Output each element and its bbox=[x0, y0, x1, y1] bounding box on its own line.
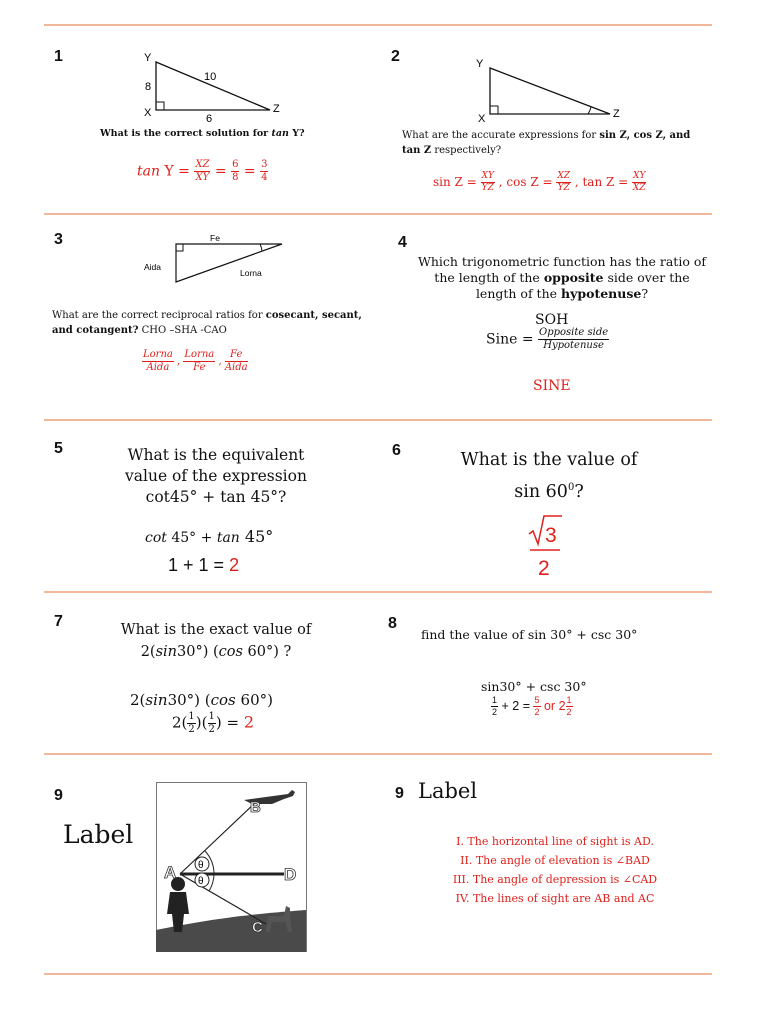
triangle-diagram bbox=[138, 50, 288, 124]
answer: 1 + 1 = 2 bbox=[168, 555, 240, 575]
vertex-label: Z bbox=[613, 108, 620, 120]
vertex-label: Y bbox=[476, 58, 484, 70]
question-text: What are the correct reciprocal ratios for cosecant, secant, and cotangent? CHO –SHA -CAO bbox=[52, 310, 362, 336]
formula: Sine = $\frac{\text{Opposite side}}{\text{Hypotenuse}}$ bbox=[486, 327, 609, 351]
triangle-diagram bbox=[470, 56, 630, 126]
vertex-label: Z bbox=[273, 103, 280, 115]
point-label: A bbox=[164, 863, 177, 882]
divider bbox=[44, 419, 712, 421]
question-text: What are the accurate expressions for sin Z, cos Z, and tan Z respectively? bbox=[402, 130, 691, 156]
triangle-diagram bbox=[142, 232, 292, 292]
side-label: 8 bbox=[145, 81, 152, 93]
question-number: 4 bbox=[398, 234, 407, 251]
angle-label: θ bbox=[198, 860, 204, 871]
question-number: 5 bbox=[54, 440, 63, 457]
divider bbox=[44, 24, 712, 26]
side-label: 10 bbox=[204, 71, 217, 83]
answer: $\frac{\text{Lorna}}{\text{Aida}}$ , $\frac{\text{Lorna}}{Fe}$ , $\frac{Fe}{\text{Aida}}$ bbox=[143, 349, 248, 373]
question-text: find the value of sin 30° + csc 30° bbox=[421, 627, 638, 642]
side-label: Lorna bbox=[240, 268, 262, 278]
working: cot 45° + tan 45° bbox=[145, 527, 274, 546]
angle-diagram bbox=[156, 782, 307, 952]
question-text: What is the exact value of 2(sin30°) (cos 60°) ? bbox=[120, 622, 312, 660]
list-item: III. The angle of depression is ∠CAD bbox=[452, 873, 658, 886]
vertex-label: X bbox=[478, 113, 486, 125]
question-number: 2 bbox=[391, 48, 400, 65]
side-label: 6 bbox=[206, 113, 213, 124]
question-number: 9 bbox=[395, 785, 404, 802]
question-text: What is the equivalent value of the expression cot45° + tan 45°? bbox=[125, 446, 307, 506]
answer: sin Z = $\frac{XY}{YZ}$ , cos Z = $\frac{XZ}{YZ}$ , tan Z = $\frac{XY}{XZ}$ bbox=[433, 171, 646, 193]
question-number: 9 bbox=[54, 787, 63, 804]
list-item: II. The angle of elevation is ∠BAD bbox=[460, 854, 650, 867]
vertex-label: Y bbox=[144, 52, 152, 64]
question-number: 1 bbox=[54, 48, 63, 65]
question-number: 3 bbox=[54, 231, 63, 248]
angle-label: θ bbox=[198, 876, 204, 887]
side-label: Fe bbox=[210, 233, 220, 243]
question-number: 8 bbox=[388, 615, 397, 632]
point-label: B bbox=[250, 799, 261, 816]
list-item: I. The horizontal line of sight is AD. bbox=[456, 835, 654, 848]
side-label: Aida bbox=[144, 262, 162, 272]
vertex-label: X bbox=[144, 107, 152, 119]
question-text: Which trigonometric function has the ratio of the length of the opposite side over the length of the hypotenuse? bbox=[418, 254, 706, 301]
answer: $\frac{1}{2}$ + 2 = $\frac{5}{2}$ or 2 $\frac{1}{2}$ bbox=[492, 695, 572, 717]
answer bbox=[524, 512, 566, 580]
working: 2(sin30°) (cos 60°) bbox=[130, 691, 273, 709]
divider bbox=[44, 753, 712, 755]
question-number: 6 bbox=[392, 442, 401, 459]
answer: SINE bbox=[533, 378, 571, 394]
answer: 2( $\frac{1}{2}$ )( $\frac{1}{2}$ ) = 2 bbox=[172, 711, 255, 735]
list-item: IV. The lines of sight are AB and AC bbox=[455, 892, 655, 905]
question-text: What is the value of $\sin 60^0$? bbox=[460, 450, 638, 502]
radicand: 3 bbox=[545, 524, 557, 547]
answer: tan Y = $\frac{XZ}{XY}$ = $\frac{6}{8}$ = $\frac{3}{4}$ bbox=[137, 159, 268, 183]
section-label: Label bbox=[63, 820, 134, 849]
mnemonic: SOH bbox=[535, 312, 569, 328]
divider bbox=[44, 213, 712, 215]
divider bbox=[44, 591, 712, 593]
question-number: 7 bbox=[54, 613, 63, 630]
point-label: D bbox=[284, 865, 297, 884]
denominator: 2 bbox=[538, 557, 550, 580]
point-label: C bbox=[252, 919, 263, 936]
label-list bbox=[430, 832, 680, 908]
divider bbox=[44, 973, 712, 975]
question-text: What is the correct solution for tan Y? bbox=[100, 128, 305, 139]
section-label: Label bbox=[418, 779, 478, 803]
working: sin30° + csc 30° bbox=[481, 679, 587, 694]
